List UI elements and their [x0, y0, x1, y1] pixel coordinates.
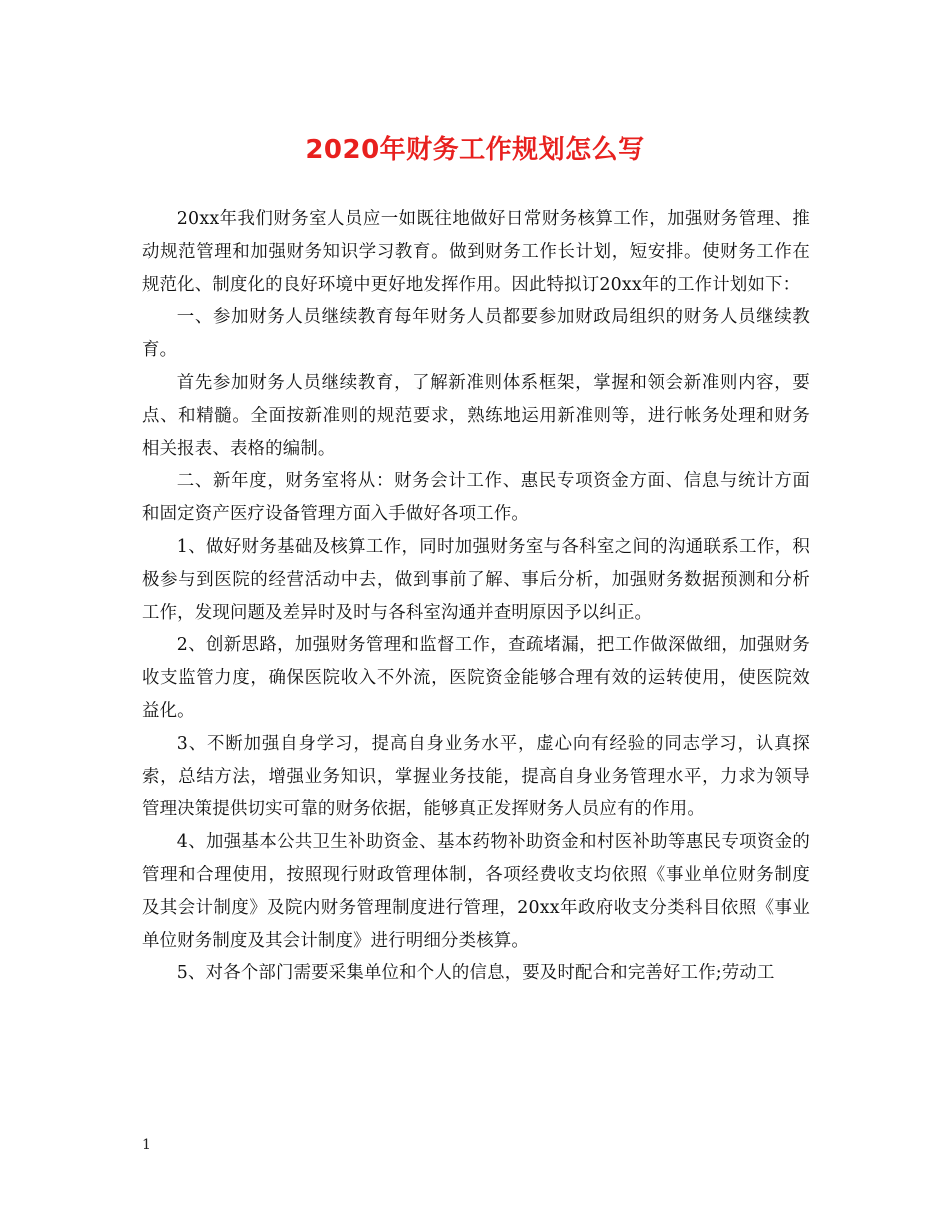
paragraph-item-4: 4、加强基本公共卫生补助资金、基本药物补助资金和村医补助等惠民专项资金的管理和合理使用，按照现行财政管理体制，各项经费收支均依照《事业单位财务制度及其会计制度》及院内财务管理制度进行管理，20xx年政府收支分类科目依照《事业单位财务制度及其会计制度》进行明细分类核算。 — [142, 832, 810, 951]
paragraph-item-3: 3、不断加强自身学习，提高自身业务水平，虚心向有经验的同志学习，认真探索，总结方法，增强业务知识，掌握业务技能，提高自身业务管理水平，力求为领导管理决策提供切实可靠的财务依据，能够真正发挥财务人员应有的作用。 — [142, 733, 810, 820]
paragraph-item-5: 5、对各个部门需要采集单位和个人的信息，要及时配合和完善好工作;劳动工 — [176, 963, 775, 984]
paragraph-item-1: 1、做好财务基础及核算工作，同时加强财务室与各科室之间的沟通联系工作，积极参与到医院的经营活动中去，做到事前了解、事后分析，加强财务数据预测和分析工作，发现问题及差异时及时与各科室沟通并查明原因予以纠正。 — [142, 536, 810, 623]
paragraph-section-2: 二、新年度，财务室将从：财务会计工作、惠民专项资金方面、信息与统计方面和固定资产医疗设备管理方面入手做好各项工作。 — [142, 471, 810, 525]
paragraph-item-2: 2、创新思路，加强财务管理和监督工作，查疏堵漏，把工作做深做细，加强财务收支监管力度，确保医院收入不外流，医院资金能够合理有效的运转使用，使医院效益化。 — [142, 635, 810, 721]
paragraph-intro: 20xx年我们财务室人员应一如既往地做好日常财务核算工作，加强财务管理、推动规范管理和加强财务知识学习教育。做到财务工作长计划，短安排。使财务工作在规范化、制度化的良好环境中更好地发挥作用。因此特拟订20xx年的工作计划如下： — [142, 209, 810, 295]
paragraph-section-1-detail: 首先参加财务人员继续教育，了解新准则体系框架，掌握和领会新准则内容，要点、和精髓。全面按新准则的规范要求，熟练地运用新准则等，进行帐务处理和财务相关报表、表格的编制。 — [142, 372, 810, 459]
document-body — [142, 203, 810, 990]
page-number: 1 — [142, 1137, 151, 1153]
document-title: 2020年财务工作规划怎么写 — [305, 135, 645, 165]
paragraph-section-1: 一、参加财务人员继续教育每年财务人员都要参加财政局组织的财务人员继续教育。 — [142, 307, 810, 361]
